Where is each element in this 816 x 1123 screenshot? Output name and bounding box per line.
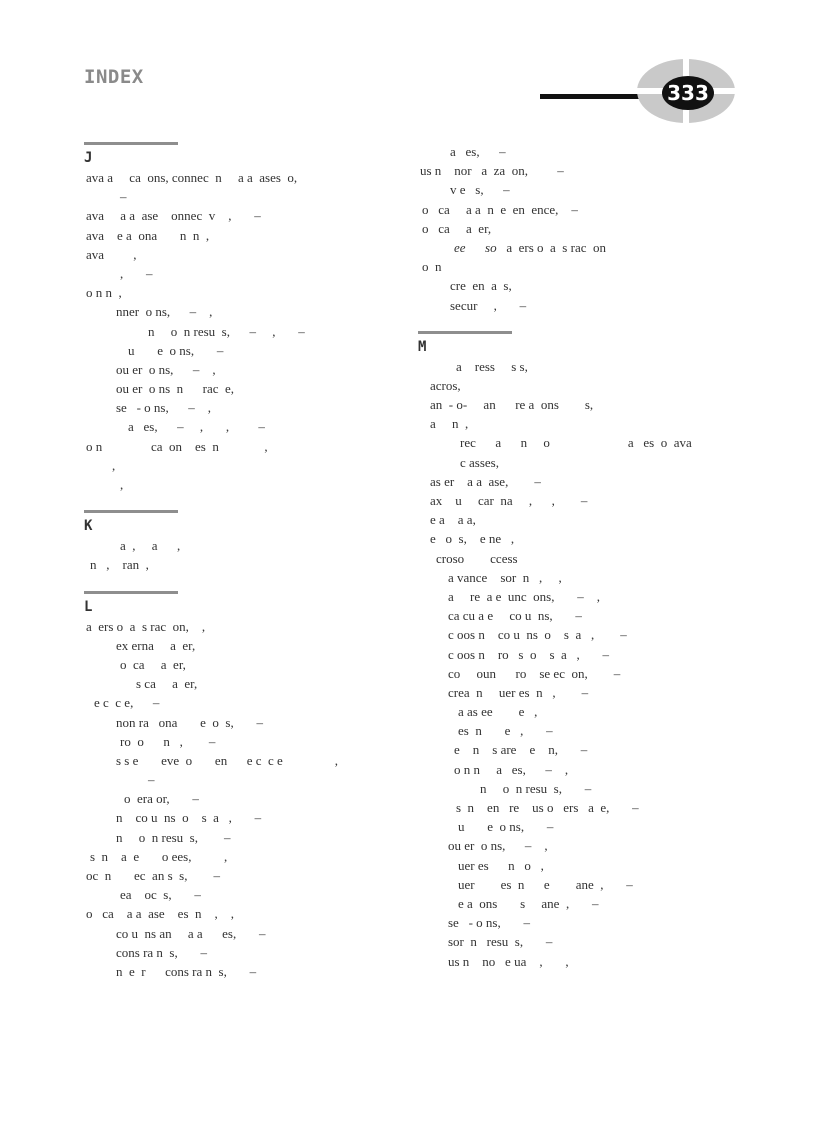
index-entry: a es, – [450, 144, 506, 159]
index-entry: se - o ns, – [448, 915, 530, 931]
index-entry: uer es n e ane , – [458, 876, 633, 892]
index-entry: e a a a, [430, 512, 476, 528]
index-entry: – [148, 772, 155, 788]
index-entry: n o n resu s, – [480, 780, 592, 796]
index-entry: an - o- an re a ons s, [430, 397, 594, 413]
index-entry: es n e , – [458, 723, 553, 739]
index-entry: nner o ns, – , [116, 304, 213, 320]
index-entry: croso ccess [436, 550, 518, 566]
index-entry: cre en a s, [450, 278, 512, 294]
index-entry: se - o ns, – , [116, 400, 211, 416]
index-entry: a vance sor n , , [448, 569, 562, 585]
index-entry: ou er o ns, – , [448, 838, 548, 854]
running-head: INDEX [84, 66, 144, 88]
index-entry: o ca a er, [422, 220, 492, 236]
index-entry: u e o ns, – [458, 819, 554, 835]
index-entry: sor n resu s, – [448, 934, 553, 950]
index-entry: a es, – , , – [128, 419, 265, 435]
index-entry: a , a , [120, 538, 181, 554]
index-entry: s s e eve o en e c c e , [116, 752, 339, 768]
index-entry: e n s are e n, – [454, 742, 588, 758]
index-entry: o n n a es, – , [454, 761, 569, 777]
index-entry: crea n uer es n , – [448, 684, 589, 700]
index-entry: s n a e o ees, , [90, 848, 228, 864]
section-rule [84, 142, 178, 145]
index-column-left [84, 142, 384, 997]
index-entry: co u ns an a a es, – [116, 925, 266, 941]
index-entry: o n [422, 259, 442, 275]
index-entry: non ra ona e o s, – [116, 714, 263, 730]
index-entry: rec a n o a es o ava [460, 435, 692, 451]
index-entry: e c c e, – [94, 695, 160, 711]
index-entry: – [120, 189, 127, 205]
index-entry: ava e a ona n n , [86, 227, 210, 243]
section-rule [418, 331, 512, 334]
index-entry: a re a e unc ons, – , [448, 588, 600, 604]
index-entry: n o n resu s, – [116, 829, 231, 845]
index-entry: ou er o ns, – , [116, 361, 216, 377]
index-section-k [84, 510, 384, 574]
index-entry: e o s, e ne , [430, 531, 515, 547]
index-entry: c oos n ro s o s a , – [448, 646, 610, 662]
index-entry: o era or, – [124, 791, 199, 807]
index-section-m [418, 331, 748, 971]
index-entry: uer es n o , [458, 857, 544, 873]
section-rule [84, 591, 178, 594]
index-entry: ex erna a er, [116, 637, 196, 653]
index-entry: as er a a ase, – [430, 473, 541, 489]
index-entry: ca cu a e co u ns, – [448, 608, 582, 624]
index-entry: us n nor a za on, – [420, 163, 564, 179]
index-entry: o n n , [86, 285, 122, 301]
index-entry: o ca a a ase es n , , [86, 906, 235, 922]
index-entry: secur , – [450, 297, 527, 313]
section-rule [84, 510, 178, 513]
index-entry: ava , [86, 246, 137, 262]
section-letter: L [84, 598, 93, 615]
index-entry: a ers o a s rac on, , [86, 618, 206, 634]
page-number: 333 [667, 81, 709, 105]
index-entry: ro o n , – [120, 733, 216, 749]
index-entry: a ress s s, [456, 358, 528, 374]
index-entry: c asses, [460, 454, 499, 470]
index-entry: u e o ns, – [128, 342, 224, 358]
index-column-right [418, 142, 748, 987]
index-entry: e a ons s ane , – [458, 895, 599, 911]
index-entry: ea oc s, – [120, 887, 201, 903]
index-entry: s ca a er, [136, 676, 198, 692]
index-entry: o ca a er, [120, 656, 186, 672]
index-entry: ee so a ers o a s rac on [454, 239, 606, 255]
index-section-j [84, 142, 384, 494]
index-entry: ou er o ns n rac e, [116, 381, 235, 397]
index-entry: c oos n co u ns o s a , – [448, 627, 627, 643]
index-entry: a n , [430, 416, 469, 432]
index-section-l [84, 591, 384, 982]
index-entry: , [112, 457, 116, 473]
index-entry: , [120, 477, 124, 492]
index-entry: oc n ec an s s, – [86, 868, 220, 883]
index-entry: us n no e ua , , [448, 953, 569, 969]
index-section-continued [418, 142, 748, 315]
index-entry: ax u car na , , – [430, 493, 588, 508]
index-entry: o ca a a n e en ence, – [422, 201, 578, 217]
index-entry: n , ran , [90, 557, 149, 573]
index-entry: ava a ca ons, connec n a a ases o, [86, 170, 298, 185]
index-entry: cons ra n s, – [116, 944, 207, 960]
section-letter: K [84, 518, 93, 535]
index-entry: n e r cons ra n s, – [116, 963, 257, 979]
index-entry: n co u ns o s a , – [116, 810, 262, 826]
index-entry: o n ca on es n , [86, 438, 268, 454]
index-entry: acros, [430, 377, 461, 393]
section-letter: M [418, 338, 427, 355]
section-letter: J [84, 150, 93, 166]
index-entry: s n en re us o ers a e, – [456, 800, 639, 815]
index-entry: v e s, – [450, 182, 510, 198]
index-entry: , – [120, 265, 153, 281]
index-entry: ava a a ase onnec v , – [86, 208, 261, 224]
index-entry: a as ee e , [458, 704, 538, 720]
index-entry: co oun ro se ec on, – [448, 665, 621, 681]
index-entry: n o n resu s, – , – [148, 323, 305, 339]
